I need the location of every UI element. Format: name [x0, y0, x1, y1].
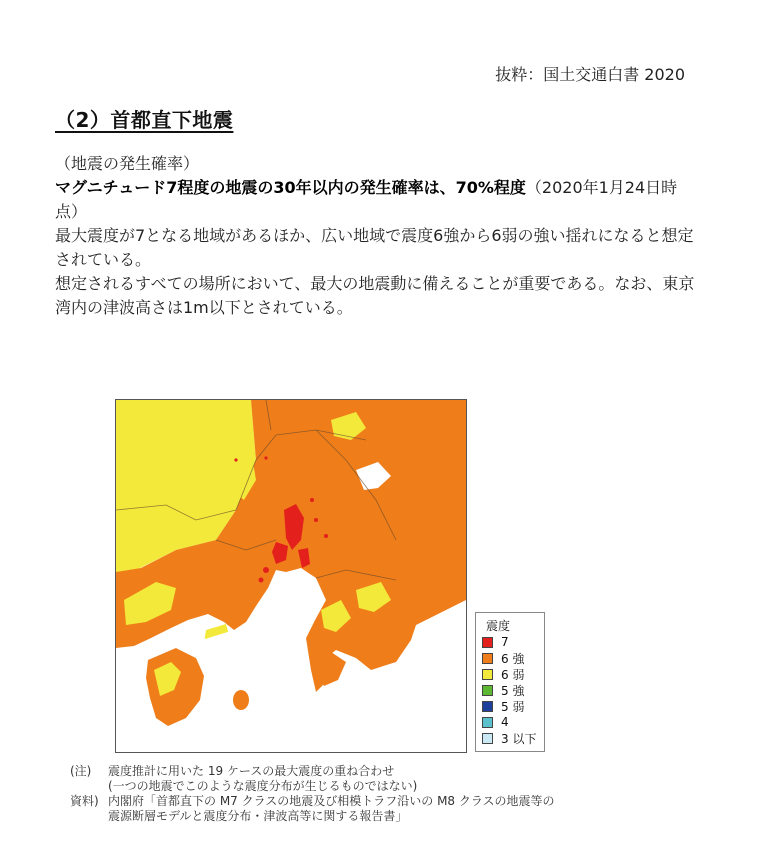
legend-item-4 — [482, 715, 509, 729]
legend-item-5-weak — [482, 699, 524, 713]
source-text-2: 震源断層モデルと震度分布・津波高等に関する報告書」 — [108, 809, 408, 823]
legend-item-6-strong — [482, 651, 524, 665]
note-row-1 — [70, 764, 555, 779]
legend-swatch — [482, 701, 493, 712]
legend-label: 3 以下 — [501, 731, 537, 746]
note-row-2 — [70, 779, 555, 794]
legend-swatch — [482, 685, 493, 696]
section-title: （2）首都直下地震 — [55, 108, 234, 132]
legend-item-7 — [482, 635, 509, 649]
legend-label: 7 — [501, 635, 509, 649]
legend-swatch — [482, 717, 493, 728]
legend-swatch — [482, 733, 493, 744]
note-text-1: 震度推計に用いた 19 ケースの最大震度の重ね合わせ — [108, 764, 395, 778]
legend-swatch — [482, 653, 493, 664]
legend-title: 震度 — [486, 619, 511, 633]
note-text-2: (一つの地震でこのような震度分布が生じるものではない) — [108, 779, 418, 793]
legend-swatch — [482, 637, 493, 648]
legend-label: 6 弱 — [501, 667, 525, 682]
legend-item-5-strong — [482, 683, 524, 697]
island-oshima — [233, 690, 249, 710]
body-text — [55, 152, 695, 320]
intensity-paragraph: 最大震度が7となる地域があるほか、広い地域で震度6強から6弱の強い揺れになると想定されている。 — [55, 226, 694, 269]
legend-label: 5 強 — [501, 683, 525, 698]
sub-heading: （地震の発生確率） — [55, 154, 200, 173]
probability-paragraph — [55, 176, 695, 224]
source-text-1: 内閣府「首都直下の M7 クラスの地震及び相模トラフ沿いの M8 クラスの地震等の — [108, 794, 555, 808]
legend-label: 4 — [501, 715, 509, 729]
probability-date: （2020年1月24日時点） — [55, 178, 678, 221]
seismic-intensity-map — [115, 399, 467, 753]
probability-bold: マグニチュード7程度の地震の30年以内の発生確率は、70%程度 — [55, 178, 526, 197]
note-tag: (注) — [70, 764, 92, 778]
legend-item-3-or-less — [482, 731, 536, 745]
intensity-map-svg — [116, 400, 466, 752]
legend-label: 5 弱 — [501, 699, 525, 714]
source-tag-spacer — [70, 809, 108, 824]
legend-label: 6 強 — [501, 651, 525, 666]
figure-notes — [70, 764, 555, 824]
map-legend — [475, 612, 545, 752]
source-citation: 抜粋：国土交通白書 2020 — [495, 65, 685, 84]
source-tag: 資料) — [70, 794, 99, 808]
source-row-2 — [70, 809, 555, 824]
legend-item-6-weak — [482, 667, 524, 681]
preparedness-paragraph: 想定されるすべての場所において、最大の地震動に備えることが重要である。なお、東京湾内の津波高さは1m以下とされている。 — [55, 274, 695, 317]
source-row-1 — [70, 794, 555, 809]
note-tag-spacer — [70, 779, 108, 794]
legend-swatch — [482, 669, 493, 680]
